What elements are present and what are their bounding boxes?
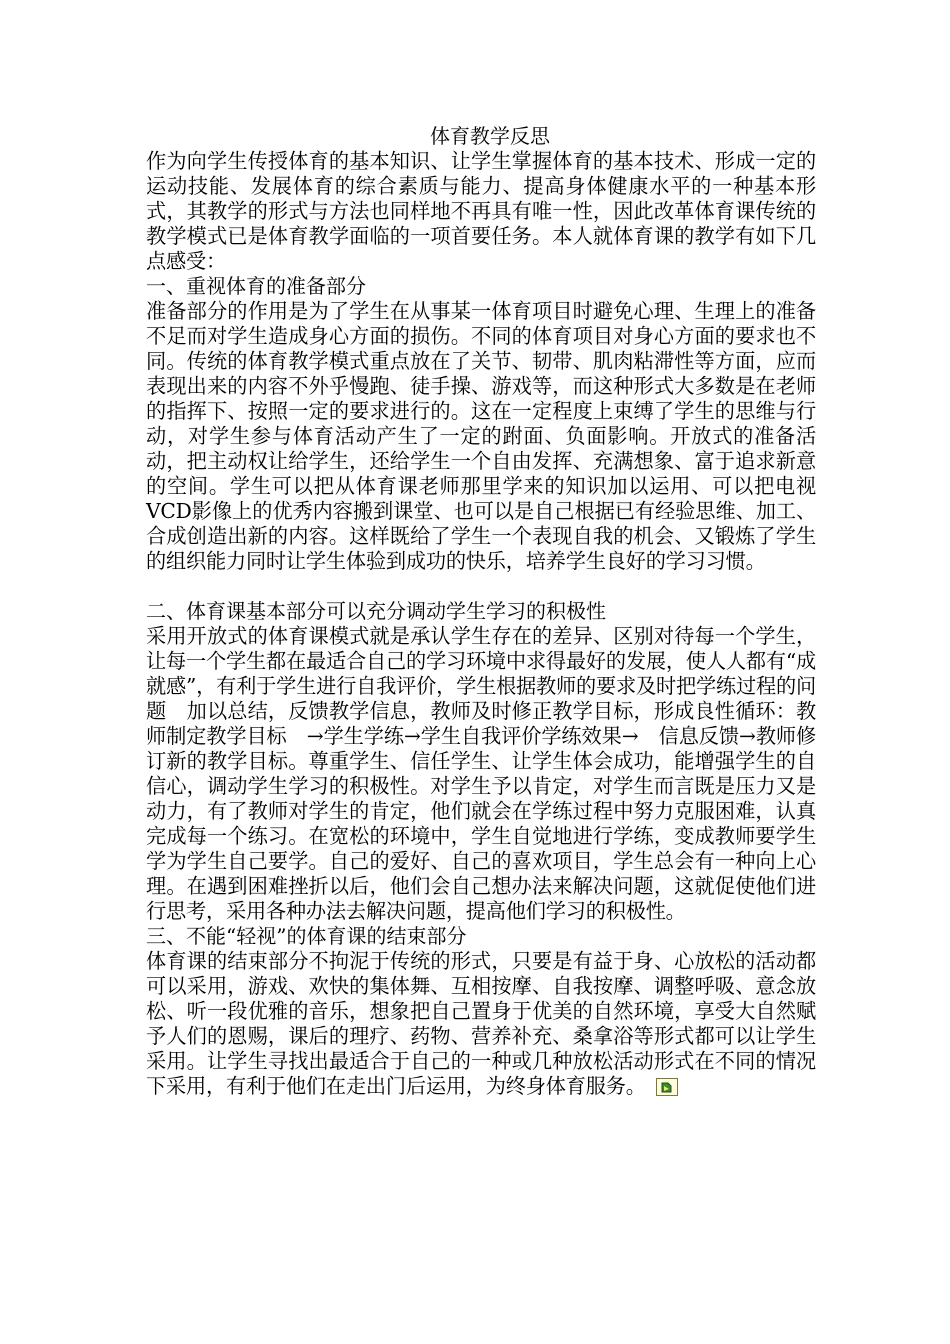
document-title: 体育教学反思: [430, 124, 550, 148]
intro-paragraph: 作为向学生传授体育的基本知识、让学生掌握体育的基本技术、形成一定的运动技能、发展体育的综合素质与能力、提高身体健康水平的一种基本形式，其教学的形式与方法也同样地不再具有唯一性，因此改革体育课传统的教学模式已是体育教学面临的一项首要任务。本人就体育课的教学有如下几点感受：: [146, 149, 816, 273]
document-page: [146, 124, 816, 1099]
section2-paragraph: 采用开放式的体育课模式就是承认学生存在的差异、区别对待每一个学生，让每一个学生都在最适合自己的学习环境中求得最好的发展，使人人都有“成就感”，有利于学生进行自我评价，学生根据教师的要求及时把学练过程的问题 加以总结，反馈教学信息，教师及时修正教学目标，形成良性循环：教师制定教学目标 →学生学练→学生自我评价学练效果→ 信息反馈→教师修订新的教学目标。尊重学生、信任学生、让学生体会成功，能增强学生的自信心，调动学生学习的积极性。对学生予以肯定，对学生而言既是压力又是动力，有了教师对学生的肯定，他们就会在学练过程中努力克服困难，认真完成每一个练习。在宽松的环境中，学生自觉地进行学练，变成教师要学生学为学生自己要学。自己的爱好、自己的喜欢项目，学生总会有一种向上心理。在遇到困难挫折以后，他们会自己想办法来解决问题，这就促使他们进行思考，采用各种办法去解决问题，提高他们学习的积极性。: [146, 624, 816, 923]
section1-heading: 一、重视体育的准备部分: [146, 274, 366, 298]
section1-paragraph: 准备部分的作用是为了学生在从事某一体育项目时避免心理、生理上的准备不足而对学生造成身心方面的损伤。不同的体育项目对身心方面的要求也不同。传统的体育教学模式重点放在了关节、韧带、肌肉粘滞性等方面，应而表现出来的内容不外乎慢跑、徒手操、游戏等，而这种形式大多数是在老师的指挥下、按照一定的要求进行的。这在一定程度上束缚了学生的思维与行动，对学生参与体育活动产生了一定的跗面、负面影响。开放式的准备活动，把主动权让给学生，还给学生一个自由发挥、充满想象、富于追求新意的空间。学生可以把从体育课老师那里学来的知识加以运用、可以把电视VCD影像上的优秀内容搬到课堂、也可以是自己根据已有经验思维、加工、合成创造出新的内容。这样既给了学生一个表现自我的机会、又锻炼了学生的组织能力同时让学生体验到成功的快乐，培养学生良好的学习习惯。: [146, 299, 816, 573]
document-link-icon[interactable]: [656, 1078, 678, 1096]
section3-text: 体育课的结束部分不拘泥于传统的形式，只要是有益于身、心放松的活动都可以采用，游戏、欢快的集体舞、互相按摩、自我按摩、调整呼吸、意念放松、听一段优雅的音乐，想象把自己置身于优美的自然环境，享受大自然赋予人们的恩赐，课后的理疗、药物、营养补充、桑拿浴等形式都可以让学生采用。让学生寻找出最适合于自己的一种或几种放松活动形式在不同的情况下采用，有利于他们在走出门后运用，为终身体育服务。: [146, 949, 816, 1098]
section2-heading: 二、体育课基本部分可以充分调动学生学习的积极性: [146, 599, 606, 623]
section3-paragraph: [146, 949, 816, 1099]
blank-line: [146, 574, 816, 599]
document-link-glyph: [659, 1080, 675, 1094]
section3-heading: 三、不能“轻视”的体育课的结束部分: [146, 924, 467, 948]
